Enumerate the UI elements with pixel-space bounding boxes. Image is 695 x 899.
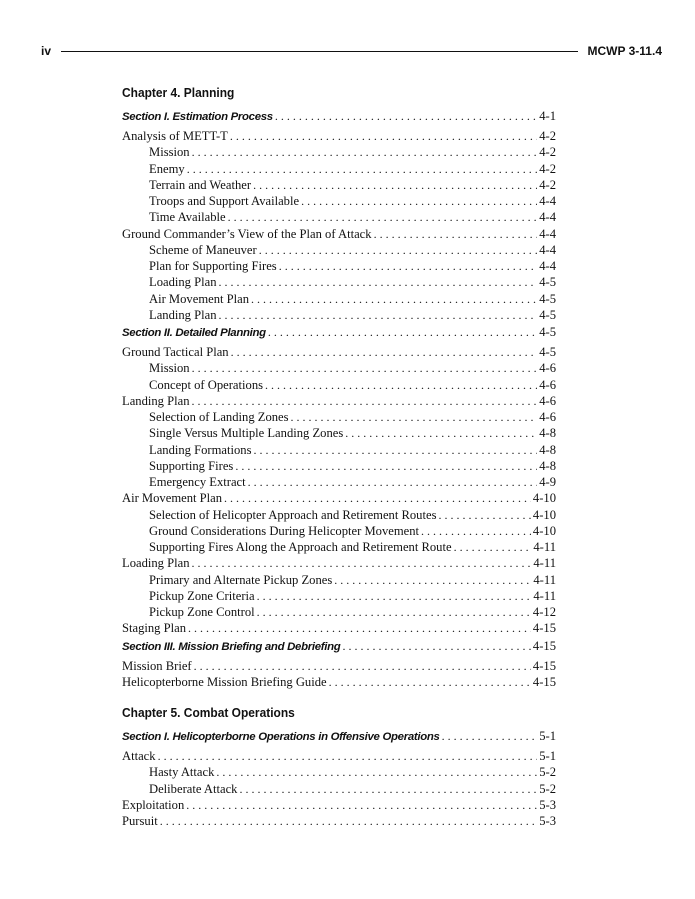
toc-entry-page: 4-6 [539,393,556,408]
toc-entry-title: Pickup Zone Criteria [149,588,255,603]
leader-dots [160,813,538,829]
leader-dots [228,209,538,225]
toc-entry-title: Analysis of METT-T [122,129,228,143]
toc-entry-title: Enemy [149,161,185,176]
toc-entry-page: 4-8 [539,458,556,473]
toc-entry-title: Primary and Alternate Pickup Zones [149,572,333,587]
toc-entry-title: Selection of Helicopter Approach and Retirement Routes [149,507,437,522]
toc-entry-page: 4-5 [539,325,556,339]
toc-entry-page: 5-2 [539,765,556,780]
toc-entry [122,523,556,539]
toc-entry-page: 5-2 [539,781,556,796]
toc-entry [122,193,556,209]
toc-entry-page: 4-4 [539,194,556,208]
toc-entry-page: 4-2 [539,145,556,160]
leader-dots [254,442,538,458]
toc-entry-title: Mission [149,145,190,160]
toc-entry [122,474,556,490]
toc-section-entry [122,107,556,125]
leader-dots [329,674,531,690]
toc-entry-title: Exploitation [122,797,185,812]
toc-entry-page: 4-4 [539,259,556,273]
leader-dots [454,539,532,555]
toc-entry [122,620,556,636]
leader-dots [442,727,538,745]
toc-entry [122,226,556,242]
toc-entry-page: 5-1 [539,729,556,743]
toc-entry-page: 4-11 [533,556,556,571]
toc-entry-page: 4-10 [532,507,556,522]
toc-entry-title: Section II. Detailed Planning [122,327,266,339]
leader-dots [301,193,537,209]
running-header [41,43,662,59]
toc-entry-page: 4-15 [532,658,556,673]
leader-dots [219,274,538,290]
leader-dots [291,409,538,425]
leader-dots [257,588,532,604]
document-id: MCWP 3-11.4 [587,44,662,58]
toc-entry-page: 4-9 [539,475,556,489]
toc-entry-title: Hasty Attack [149,765,215,780]
toc-entry-title: Loading Plan [122,556,190,571]
chapter-4-title: Chapter 4. Planning [122,85,235,100]
toc-entry-title: Time Available [149,210,226,225]
toc-entry-page: 4-4 [539,226,556,241]
toc-entry-page: 4-6 [539,377,556,392]
toc-entry-page: 4-12 [532,605,556,619]
toc-entry [122,507,556,523]
toc-entry-title: Supporting Fires Along the Approach and Retirement Route [149,540,452,554]
toc-entry-page: 4-10 [532,523,556,538]
toc-entry [122,360,556,376]
leader-dots [231,344,538,360]
toc-entry-page: 4-5 [539,307,556,322]
leader-dots [259,242,537,258]
toc-entry-page: 4-5 [539,275,556,290]
toc-entry-title: Section I. Helicopterborne Operations in Offensive Operations [122,731,440,743]
toc-entry-title: Section I. Estimation Process [122,111,273,123]
toc-entry-title: Concept of Operations [149,377,264,392]
toc-entry [122,242,556,258]
toc-entry-page: 4-2 [539,177,556,192]
toc-entry-title: Air Movement Plan [149,291,250,306]
leader-dots [342,637,530,655]
toc-entry [122,442,556,458]
toc-entry [122,781,556,797]
chapter-5-title: Chapter 5. Combat Operations [122,705,295,720]
leader-dots [265,377,537,393]
toc-entry-title: Staging Plan [122,621,187,636]
leader-dots [248,474,538,490]
leader-dots [219,307,538,323]
leader-dots [158,748,538,764]
toc-entry-page: 4-11 [533,588,556,603]
toc-entry [122,258,556,274]
toc-entry [122,177,556,193]
toc-entry [122,604,556,620]
toc-entry-title: Section III. Mission Briefing and Debriefing [122,640,341,653]
header-rule [61,51,578,52]
toc-section-entry [122,323,556,341]
toc-entry [122,458,556,474]
leader-dots [192,555,532,571]
toc-entry-title: Landing Plan [149,307,217,322]
toc-entry-page: 4-15 [532,621,556,636]
toc-entry [122,344,556,360]
toc-entry-title: Troops and Support Available [149,194,300,208]
page-number: iv [41,44,52,58]
toc-section-entry [122,637,556,655]
toc-entry-title: Scheme of Maneuver [149,242,257,257]
toc-entry [122,393,556,409]
toc-entry-page: 4-15 [532,638,556,653]
toc-entry-page: 4-11 [533,572,556,587]
toc-entry [122,555,556,571]
toc-section-entry [122,727,556,745]
toc-entry-page: 4-1 [539,109,556,123]
leader-dots [187,161,538,177]
leader-dots [186,797,537,813]
toc-entry-page: 4-4 [539,210,556,225]
toc-entry-title: Air Movement Plan [122,491,223,506]
toc-entry-page: 4-8 [539,442,556,457]
toc-entry-page: 4-4 [539,242,556,257]
chapter-4-entries [122,107,556,690]
toc-entry-title: Pickup Zone Control [149,605,255,619]
leader-dots [194,658,531,674]
toc-entry [122,490,556,506]
toc-entry-page: 4-5 [539,345,556,359]
toc-entry-page: 5-3 [539,814,556,828]
leader-dots [192,144,538,160]
toc-entry [122,425,556,441]
toc-entry-title: Deliberate Attack [149,781,238,796]
toc-entry-page: 4-6 [539,361,556,376]
toc-entry-title: Attack [122,749,156,763]
toc-entry [122,674,556,690]
toc-entry [122,209,556,225]
toc-entry [122,377,556,393]
toc-entry [122,144,556,160]
toc-entry [122,307,556,323]
toc-entry-page: 4-10 [532,491,556,506]
toc-entry-title: Ground Commander’s View of the Plan of Attack [122,226,372,241]
leader-dots [334,572,531,588]
toc-entry-title: Mission Brief [122,658,192,673]
toc-entry-title: Ground Tactical Plan [122,345,229,359]
toc-entry-page: 4-5 [539,291,556,306]
leader-dots [438,507,530,523]
toc-entry-title: Emergency Extract [149,475,246,489]
toc-entry-page: 4-15 [532,674,556,689]
toc-entry [122,748,556,764]
chapter-5-entries [122,727,556,829]
leader-dots [275,107,537,125]
toc-entry [122,161,556,177]
toc-entry [122,291,556,307]
toc-entry-title: Landing Formations [149,442,252,457]
leader-dots [230,128,537,144]
table-of-contents [122,84,556,829]
leader-dots [216,764,537,780]
toc-entry-title: Loading Plan [149,275,217,290]
toc-entry [122,588,556,604]
leader-dots [192,360,538,376]
toc-entry-page: 4-6 [539,410,556,424]
leader-dots [239,781,537,797]
toc-entry [122,797,556,813]
toc-entry-page: 4-11 [533,540,556,554]
toc-entry-page: 5-3 [539,797,556,812]
toc-entry-title: Landing Plan [122,393,190,408]
leader-dots [192,393,538,409]
toc-entry [122,764,556,780]
leader-dots [345,425,537,441]
toc-entry-title: Selection of Landing Zones [149,410,289,424]
leader-dots [188,620,531,636]
toc-entry [122,274,556,290]
toc-entry-page: 5-1 [539,749,556,763]
toc-entry [122,539,556,555]
leader-dots [374,226,538,242]
toc-entry [122,409,556,425]
leader-dots [421,523,531,539]
toc-entry-title: Single Versus Multiple Landing Zones [149,426,344,441]
toc-entry-page: 4-8 [539,426,556,441]
toc-entry [122,658,556,674]
leader-dots [268,323,537,341]
toc-entry-title: Mission [149,361,190,376]
toc-entry-title: Pursuit [122,814,158,828]
leader-dots [251,291,537,307]
toc-entry [122,128,556,144]
toc-entry-title: Ground Considerations During Helicopter Movement [149,523,420,538]
toc-entry-title: Helicopterborne Mission Briefing Guide [122,674,327,689]
leader-dots [253,177,537,193]
toc-entry-title: Terrain and Weather [149,177,252,192]
toc-entry-title: Supporting Fires [149,458,234,473]
toc-entry [122,813,556,829]
leader-dots [235,458,537,474]
toc-entry-title: Plan for Supporting Fires [149,259,277,273]
toc-entry-page: 4-2 [539,129,556,143]
toc-entry [122,572,556,588]
leader-dots [279,258,538,274]
leader-dots [224,490,531,506]
toc-entry-page: 4-2 [539,161,556,176]
leader-dots [257,604,531,620]
